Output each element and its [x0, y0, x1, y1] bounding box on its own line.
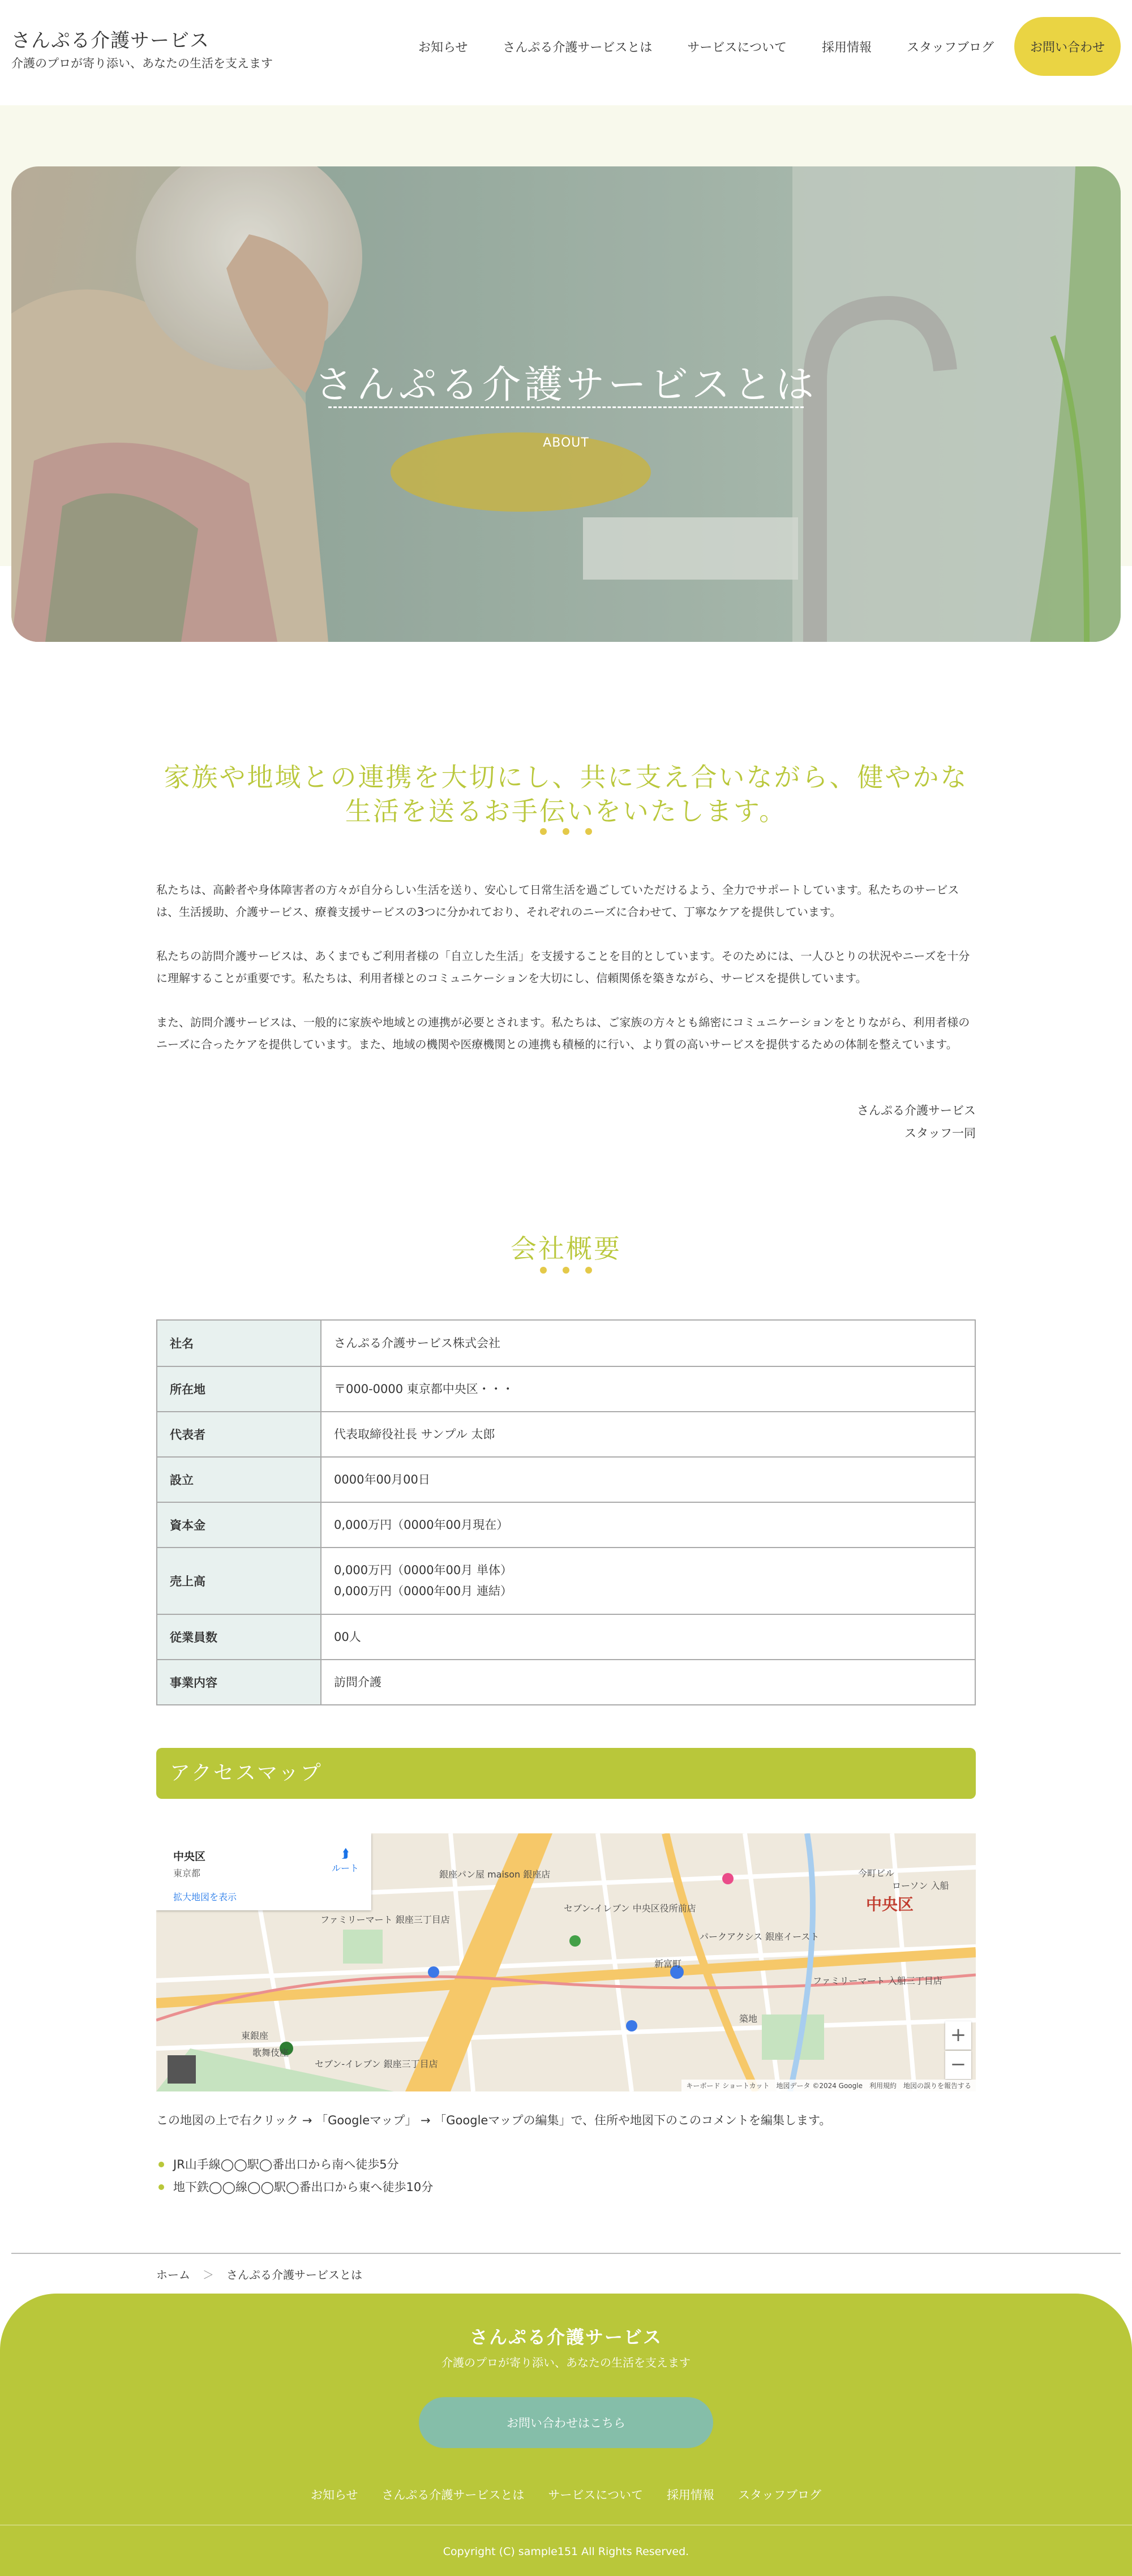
- map-poi-label: ローソン 入船: [892, 1880, 949, 1891]
- map-poi-label: 歌舞伎座: [252, 2047, 289, 2058]
- access-list: [156, 2153, 433, 2198]
- map-poi-label: セブン-イレブン 中央区役所前店: [564, 1903, 696, 1914]
- table-label: 資本金: [157, 1502, 321, 1548]
- map-poi-label: ファミリーマート 入船三丁目店: [813, 1975, 942, 1986]
- access-item: JR山手線◯◯駅◯番出口から南へ徒歩5分: [156, 2153, 433, 2176]
- site-header: [0, 0, 1132, 105]
- google-map[interactable]: [156, 1833, 976, 2091]
- map-route-button[interactable]: [332, 1847, 359, 1874]
- breadcrumb: [156, 2266, 362, 2282]
- intro-paragraph: 私たちの訪問介護サービスは、あくまでもご利用者様の「自立した生活」を支援することを目的としています。そのためには、一人ひとりの状況やニーズを十分に理解することが重要です。私たちは、利用者様とのコミュニケーションを大切にし、信頼関係を築きながら、サービスを提供しています。: [156, 949, 970, 985]
- decorative-dots: [540, 828, 592, 835]
- map-station-label: 新富町: [654, 1958, 682, 1969]
- section-title-company: 会社概要: [511, 1233, 621, 1264]
- signature-company: さんぷる介護サービス: [857, 1104, 976, 1117]
- map-poi-label: ファミリーマート 銀座三丁目店: [320, 1914, 450, 1925]
- sales-single: 0,000万円（0000年00月 単体）: [334, 1563, 512, 1577]
- access-item: 地下鉄◯◯線◯◯駅◯番出口から東へ徒歩10分: [156, 2176, 433, 2198]
- table-row: [157, 1502, 975, 1548]
- table-row: [157, 1614, 975, 1660]
- divider: [11, 2253, 1121, 2254]
- table-value: [321, 1548, 975, 1614]
- global-nav: [383, 17, 1121, 76]
- contact-button[interactable]: お問い合わせ: [1014, 17, 1121, 76]
- table-value: 代表取締役社長 サンプル 太郎: [321, 1412, 975, 1457]
- intro-paragraph: 私たちは、高齢者や身体障害者の方々が自分らしい生活を送り、安心して日常生活を過ごしていただけるよう、全力でサポートしています。私たちのサービスは、生活援助、介護サービス、療養支援サービスの3つに分かれており、それぞれのニーズに合わせて、丁寧なケアを提供しています。: [156, 883, 959, 919]
- table-row: [157, 1320, 975, 1366]
- footer-divider: [0, 2524, 1132, 2526]
- map-poi-label: 今町ビル: [858, 1868, 895, 1879]
- intro-paragraph: また、訪問介護サービスは、一般的に家族や地域との連携が必要とされます。私たちは、ご家族の方々とも綿密にコミュニケーションをとりながら、利用者様のニーズに合ったケアを提供しています。また、地域の機関や医療機関との連携も積極的に行い、より質の高いサービスを提供するための体制を整えています。: [156, 1015, 970, 1051]
- table-value: 00人: [321, 1614, 975, 1660]
- map-poi-label: セブン-イレブン 銀座三丁目店: [315, 2059, 438, 2069]
- table-value: 〒000-0000 東京都中央区・・・: [321, 1366, 975, 1412]
- zoom-in-button[interactable]: +: [945, 2021, 971, 2050]
- map-enlarge-link[interactable]: 拡大地図を表示: [173, 1892, 237, 1902]
- nav-item-services[interactable]: サービスについて: [687, 40, 787, 55]
- map-station-label: 東銀座: [241, 2030, 269, 2041]
- table-value: 0000年00月00日: [321, 1457, 975, 1502]
- table-row: [157, 1366, 975, 1412]
- table-row: [157, 1412, 975, 1457]
- signature-staff: スタッフ一同: [904, 1126, 976, 1140]
- table-row: [157, 1548, 975, 1614]
- map-route-label: ルート: [331, 1863, 359, 1874]
- map-note: この地図の上で右クリック → 「Googleマップ」 → 「Googleマップの編集」で、住所や地図下のこのコメントを編集します。: [156, 2114, 831, 2127]
- sales-consolidated: 0,000万円（0000年00月 連結）: [334, 1584, 512, 1598]
- site-footer: [0, 2294, 1132, 2576]
- table-label: 事業内容: [157, 1660, 321, 1705]
- footer-contact-button[interactable]: お問い合わせはこちら: [419, 2397, 713, 2448]
- footer-nav-blog[interactable]: スタッフブログ: [737, 2488, 821, 2502]
- table-value: 0,000万円（0000年00月現在）: [321, 1502, 975, 1548]
- page-title: さんぷる介護サービスとは: [314, 363, 817, 408]
- copyright: Copyright (C) sample151 All Rights Reserved.: [443, 2545, 689, 2558]
- map-info-card: [156, 1833, 371, 1910]
- table-value: さんぷる介護サービス株式会社: [321, 1320, 975, 1366]
- footer-tagline: 介護のプロが寄り添い、あなたの生活を支えます: [441, 2356, 691, 2369]
- map-place-address: 東京都: [173, 1868, 201, 1879]
- table-label: 設立: [157, 1457, 321, 1502]
- table-row: [157, 1660, 975, 1705]
- site-tagline: 介護のプロが寄り添い、あなたの生活を支えます: [11, 57, 273, 70]
- footer-nav-news[interactable]: お知らせ: [311, 2488, 358, 2502]
- table-label: 社名: [157, 1320, 321, 1366]
- breadcrumb-current: さんぷる介護サービスとは: [226, 2268, 362, 2282]
- footer-nav-recruit[interactable]: 採用情報: [666, 2488, 714, 2502]
- site-title[interactable]: さんぷる介護サービス: [11, 29, 209, 52]
- nav-item-about[interactable]: さんぷる介護サービスとは: [503, 40, 653, 55]
- footer-nav-services[interactable]: サービスについて: [548, 2488, 643, 2502]
- table-label: 代表者: [157, 1412, 321, 1457]
- footer-title[interactable]: さんぷる介護サービス: [469, 2326, 662, 2348]
- map-place-name: 中央区: [173, 1850, 206, 1863]
- map-attribution: キーボード ショートカット 地図データ ©2024 Google 利用規約 地図の誤りを報告する: [681, 2080, 976, 2091]
- page-subtitle: ABOUT: [543, 436, 589, 450]
- company-table: [156, 1319, 976, 1705]
- nav-item-news[interactable]: お知らせ: [418, 40, 468, 55]
- directions-icon: ⮭: [341, 1847, 349, 1861]
- section-title-access: アクセスマップ: [156, 1748, 976, 1799]
- decorative-dots: [540, 1267, 592, 1274]
- nav-item-blog[interactable]: スタッフブログ: [906, 40, 994, 55]
- table-label: 従業員数: [157, 1614, 321, 1660]
- nav-item-recruit[interactable]: 採用情報: [821, 40, 872, 55]
- signature: [693, 1099, 976, 1145]
- breadcrumb-separator: ＞: [203, 2268, 214, 2282]
- breadcrumb-home[interactable]: ホーム: [156, 2268, 190, 2282]
- table-label: 売上高: [157, 1548, 321, 1614]
- zoom-out-button[interactable]: −: [945, 2051, 971, 2079]
- title-underline: [328, 406, 804, 408]
- intro-lead: 家族や地域との連携を大切にし、共に支え合いながら、健やかな生活を送るお手伝いをいたします。: [164, 762, 968, 826]
- map-poi-label: 銀座パン屋 maison 銀座店: [439, 1869, 551, 1880]
- table-label: 所在地: [157, 1366, 321, 1412]
- table-row: [157, 1457, 975, 1502]
- map-poi-label: パークアクシス 銀座イースト: [700, 1931, 820, 1942]
- footer-nav: [0, 2486, 1132, 2503]
- table-value: 訪問介護: [321, 1660, 975, 1705]
- map-station-label: 築地: [739, 2013, 758, 2024]
- footer-nav-about[interactable]: さんぷる介護サービスとは: [381, 2488, 525, 2502]
- hero-image: [11, 166, 1121, 642]
- map-ward-label: 中央区: [866, 1895, 914, 1914]
